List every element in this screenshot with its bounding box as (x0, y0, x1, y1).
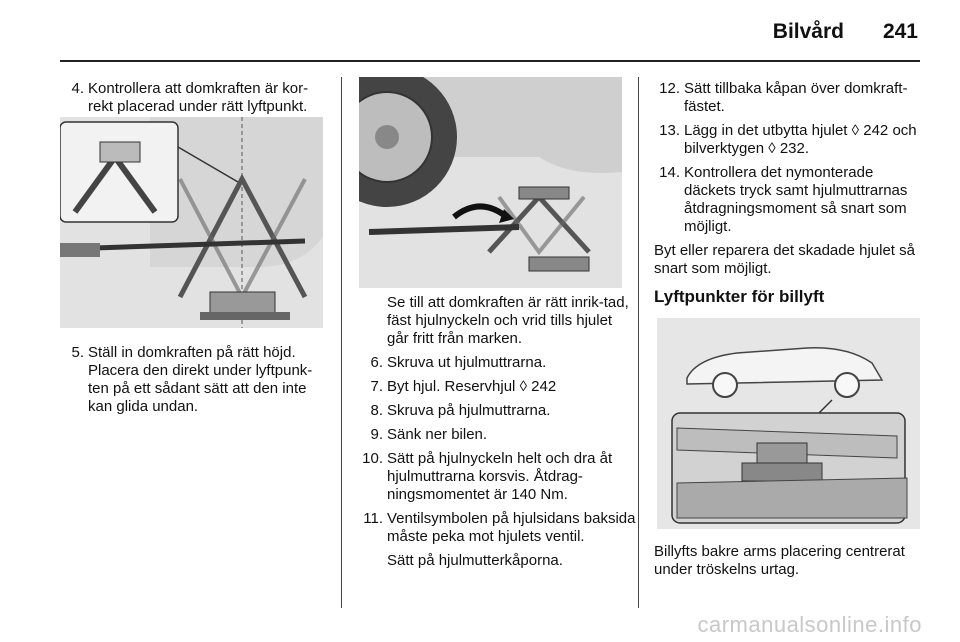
step-5-text: Ställ in domkraften på rätt höjd. Placera den direkt under lyftpunk-ten på ett sådant sätt att den inte kan glida undan. (88, 344, 313, 415)
jack-placement-figure (60, 117, 323, 328)
lift-points-figure (657, 318, 920, 529)
page-ref-link[interactable]: 242 (863, 122, 889, 139)
section-title: Bilvård (772, 20, 844, 43)
step-14: 14. Kontrollera det nymonterade däckets tryck samt hjulmuttrarnas åtdragningsmoment så snart som möjligt. (659, 164, 908, 235)
step-8: 8. Skruva på hjulmuttrarna. (370, 402, 551, 419)
step-11-followup: Sätt på hjulmutterkåporna. (387, 552, 563, 569)
step-intro: Se till att domkraften är rätt inrik-tad, fäst hjulnyckeln och vrid tills hjulet går fritt från marken. (387, 294, 629, 347)
page-ref-icon: ◊ (519, 378, 527, 395)
repair-note: Byt eller reparera det skadade hjulet så snart som möjligt. (654, 242, 915, 277)
page-ref-icon: ◊ (768, 140, 776, 157)
scissor-jack-illustration (60, 117, 323, 328)
column-3 (654, 80, 924, 316)
column-divider-1 (341, 77, 342, 608)
column-2 (357, 294, 637, 576)
step-4-text: Kontrollera att domkraften är kor-rekt placerad under rätt lyftpunkt. (88, 80, 309, 115)
step-13: 13. Lägg in det utbytta hjulet ◊ 242 och bilverktygen ◊ 232. (659, 122, 917, 157)
section-heading: Lyftpunkter för billyft (654, 287, 825, 306)
column-1 (58, 80, 326, 122)
step-9: 9. Sänk ner bilen. (370, 426, 488, 443)
step-7: 7. Byt hjul. Reservhjul ◊ 242 (370, 378, 557, 395)
figure-caption: Billyfts bakre arms placering centrerat under tröskelns urtag. (654, 543, 905, 578)
lift-point-illustration (657, 318, 920, 529)
step-4: 4. Kontrollera att domkraften är kor-rekt placerad under rätt lyftpunkt. (71, 80, 309, 115)
page-header (0, 0, 960, 62)
step-12: 12. Sätt tillbaka kåpan över domkraft-fästet. (659, 80, 908, 115)
page-ref-link[interactable]: 242 (531, 378, 557, 395)
step-10: 10. Sätt på hjulnyckeln helt och dra åt hjulmuttrarna korsvis. Åtdrag-ningsmomentet är 140 Nm. (362, 450, 613, 503)
header-rule (60, 60, 920, 62)
column-3-lower (654, 543, 924, 585)
wheel-lift-figure (359, 77, 622, 288)
column-1-lower (58, 344, 326, 422)
step-5: 5. Ställ in domkraften på rätt höjd. Placera den direkt under lyftpunk-ten på ett sådant sätt att den inte kan glida undan. (71, 344, 313, 415)
column-divider-2 (638, 77, 639, 608)
step-6: 6. Skruva ut hjulmuttrarna. (370, 354, 547, 371)
lift-car-illustration (359, 77, 622, 288)
page-ref-icon: ◊ (851, 122, 860, 139)
page-ref-link[interactable]: 232. (779, 140, 810, 157)
page-number: 241 (882, 20, 918, 43)
step-11: 11. Ventilsymbolen på hjulsidans baksida måste peka mot hjulets ventil. (363, 510, 636, 545)
watermark: carmanualsonline.info (697, 612, 922, 637)
